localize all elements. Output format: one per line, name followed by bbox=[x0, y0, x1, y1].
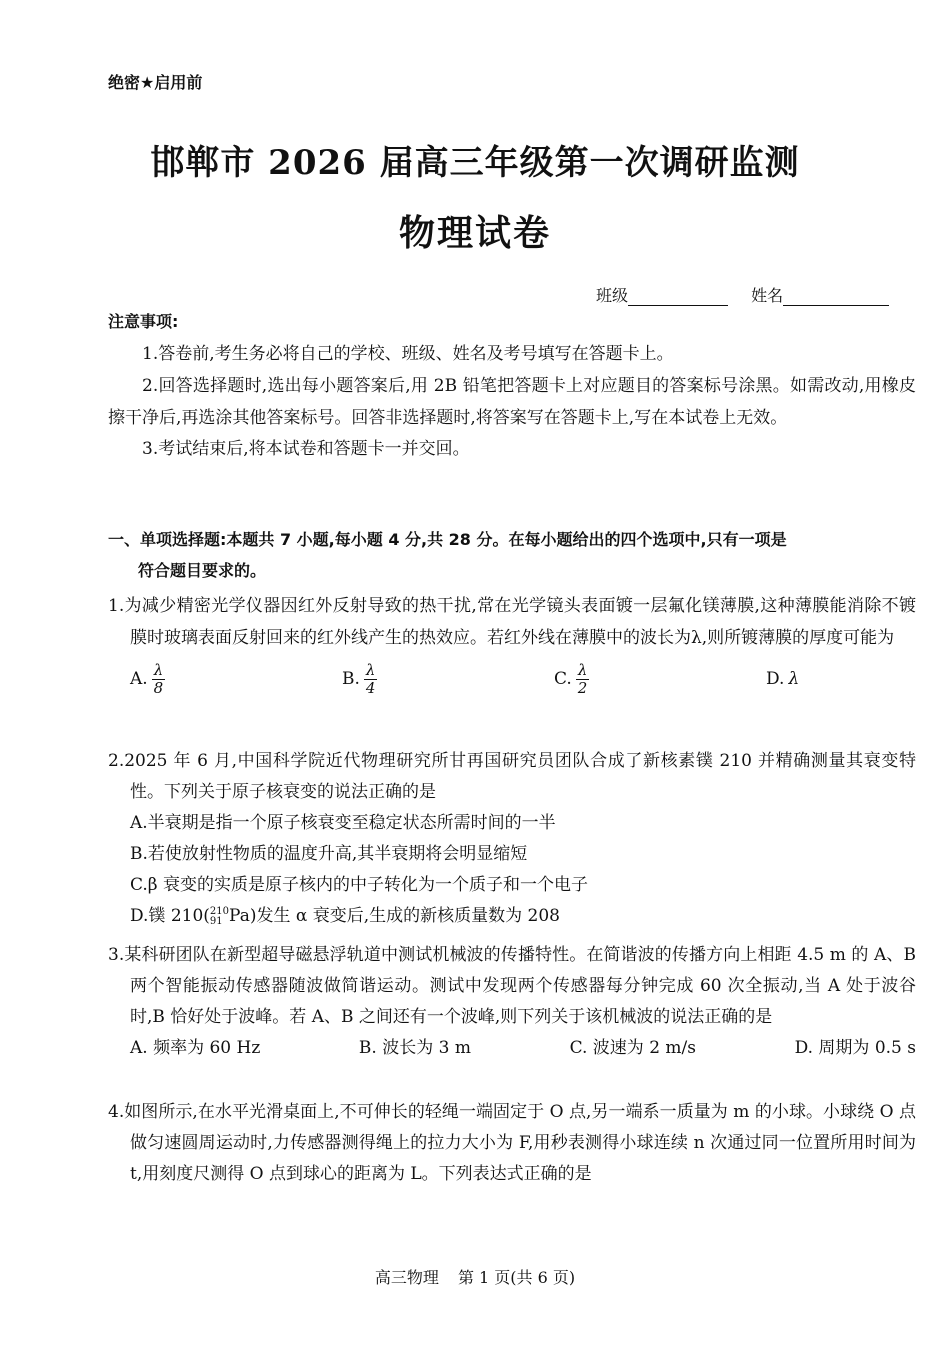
question-stem: 1.为减少精密光学仪器因红外反射导致的热干扰,常在光学镜头表面镀一层氟化镁薄膜,这种薄膜能消除不镀膜时玻璃表面反射回来的红外线产生的热效应。若红外线在薄膜中的波长为λ,则所镀薄膜的厚度可能为 bbox=[108, 596, 916, 648]
exam-subtitle: 物理试卷 bbox=[398, 212, 551, 254]
secret-mark: 绝密★启用前 bbox=[108, 73, 203, 92]
isotope-numbers bbox=[210, 907, 229, 927]
option-label: A. bbox=[130, 669, 148, 689]
option-d: D. 周期为 0.5 s bbox=[794, 1038, 916, 1058]
footer-subject: 高三物理 bbox=[374, 1268, 439, 1287]
question-stem: 4.如图所示,在水平光滑桌面上,不可伸长的轻绳一端固定于 O 点,另一端系一质量为 m 的小球。小球绕 O 点做匀速圆周运动时,力传感器测得绳上的拉力大小为 F,用秒表测得小球连续 n 次通过同一位置所用时间为 t,用刻度尺测得 O 点到球心的距离为 L。下列表达式正确的是 bbox=[108, 1102, 916, 1184]
student-info bbox=[596, 283, 889, 306]
denominator: 8 bbox=[153, 679, 164, 697]
option-b: B.若使放射性物质的温度升高,其半衰期将会明显缩短 bbox=[130, 844, 528, 864]
note-item: 1.答卷前,考生务必将自己的学校、班级、姓名及考号填写在答题卡上。 bbox=[142, 344, 674, 364]
section-heading-line: 符合题目要求的。 bbox=[138, 561, 267, 580]
question-1 bbox=[108, 590, 916, 697]
section-heading-line: 一、单项选择题:本题共 7 小题,每小题 4 分,共 28 分。在每小题给出的四个选项中,只有一项是 bbox=[108, 530, 787, 549]
option-label: C. bbox=[554, 669, 572, 689]
numerator: λ bbox=[365, 661, 376, 679]
notes-list bbox=[108, 339, 916, 465]
mass-number: 210 bbox=[209, 905, 230, 917]
question-2 bbox=[108, 746, 916, 932]
exam-title: 邯郸市 2026 届高三年级第一次调研监测 bbox=[150, 143, 800, 183]
option-label: D. bbox=[766, 669, 785, 689]
charge-number: 91 bbox=[209, 915, 223, 927]
page-footer bbox=[0, 1265, 950, 1288]
name-label: 姓名 bbox=[751, 286, 784, 305]
question-stem: 3.某科研团队在新型超导磁悬浮轨道中测试机械波的传播特性。在简谐波的传播方向上相距 4.5 m 的 A、B 两个智能振动传感器随波做简谐运动。测试中发现两个传感器每分钟完成 60 次全振动,当 A 处于波谷时,B 恰好处于波峰。若 A、B 之间还有一个波峰,则下列关于该机械波的说法正确的是 bbox=[108, 945, 916, 1027]
footer-page: 第 1 页(共 6 页) bbox=[457, 1268, 576, 1287]
class-label: 班级 bbox=[596, 286, 629, 305]
note-item: 3.考试结束后,将本试卷和答题卡一并交回。 bbox=[142, 439, 470, 459]
option-c: C.β 衰变的实质是原子核内的中子转化为一个质子和一个电子 bbox=[130, 875, 589, 895]
fraction bbox=[364, 662, 378, 697]
option-a: A.半衰期是指一个原子核衰变至稳定状态所需时间的一半 bbox=[130, 813, 556, 833]
option-a: A. 频率为 60 Hz bbox=[130, 1038, 261, 1058]
denominator: 2 bbox=[577, 679, 588, 697]
option-label: B. bbox=[342, 669, 360, 689]
option-d bbox=[108, 901, 916, 932]
section-heading bbox=[108, 524, 916, 586]
fraction bbox=[152, 662, 166, 697]
question-3 bbox=[108, 940, 916, 1064]
question-options bbox=[108, 662, 916, 697]
option-d bbox=[766, 662, 916, 697]
numerator: λ bbox=[153, 661, 164, 679]
option-text: λ bbox=[788, 669, 800, 689]
fraction bbox=[576, 662, 590, 697]
question-4 bbox=[108, 1097, 916, 1190]
question-options bbox=[108, 1033, 916, 1064]
option-b bbox=[342, 662, 552, 697]
option-c: C. 波速为 2 m/s bbox=[569, 1038, 696, 1058]
question-stem: 2.2025 年 6 月,中国科学院近代物理研究所甘再国研究员团队合成了新核素镤 210 并精确测量其衰变特性。下列关于原子核衰变的说法正确的是 bbox=[108, 751, 916, 802]
denominator: 4 bbox=[365, 679, 376, 697]
option-d-pre: D.镤 210( bbox=[130, 906, 210, 926]
name-blank bbox=[783, 289, 889, 306]
option-b: B. 波长为 3 m bbox=[358, 1038, 471, 1058]
numerator: λ bbox=[577, 661, 588, 679]
option-a bbox=[130, 662, 340, 697]
notes-heading: 注意事项: bbox=[108, 312, 179, 331]
option-c bbox=[554, 662, 764, 697]
note-item: 2.回答选择题时,选出每小题答案后,用 2B 铅笔把答题卡上对应题目的答案标号涂黑。如需改动,用橡皮擦干净后,再选涂其他答案标号。回答非选择题时,将答案写在答题卡上,写在本试卷上无效。 bbox=[108, 376, 916, 428]
class-blank bbox=[628, 289, 728, 306]
option-d-post: Pa)发生 α 衰变后,生成的新核质量数为 208 bbox=[229, 906, 561, 926]
